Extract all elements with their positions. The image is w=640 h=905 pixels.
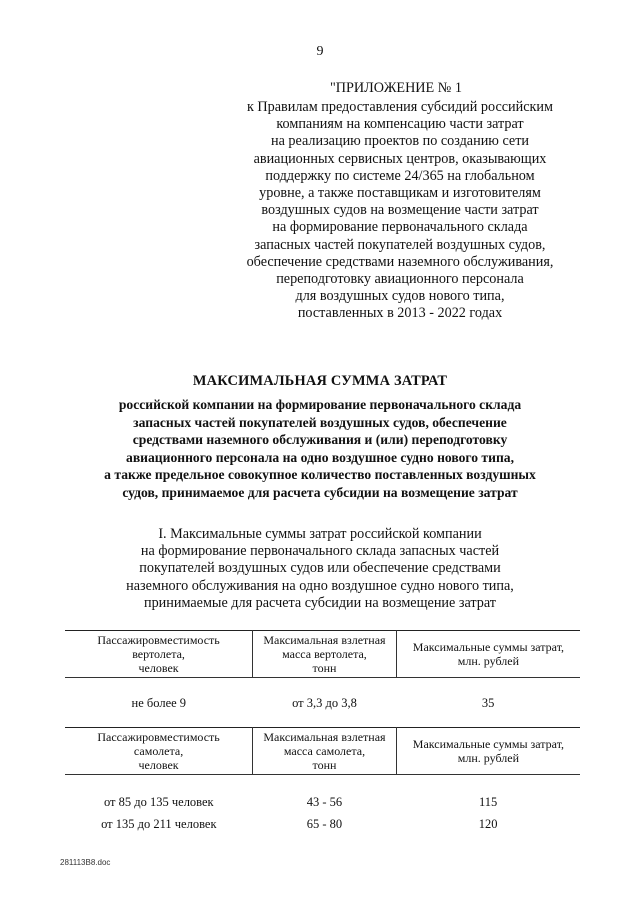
annex-line: на реализацию проектов по созданию сети <box>270 133 529 150</box>
annex-reference <box>200 99 600 323</box>
document-subheading <box>60 396 580 501</box>
annex-line: обеспечение средствами наземного обслуживания, <box>246 253 554 270</box>
page-number: 9 <box>316 44 324 59</box>
table-cell: 115 <box>479 794 498 809</box>
section-title <box>60 526 580 612</box>
table-cell: 65 - 80 <box>306 816 343 831</box>
annex-title: "ПРИЛОЖЕНИЕ № 1 <box>330 80 462 96</box>
column-header-takeoff-mass: Максимальная взлетная масса самолета, тонн <box>253 728 397 775</box>
annex-line: компаниям на компенсацию части затрат <box>276 116 524 133</box>
column-header-capacity: Пассажировместимость самолета, человек <box>97 730 220 772</box>
annex-line: запасных частей покупателей воздушных судов, <box>254 236 546 253</box>
annex-line: уровне, а также поставщикам и изготовителям <box>259 185 541 202</box>
annex-line: к Правилам предоставления субсидий российским <box>246 99 553 115</box>
footer-file-code: 281113B8.doc <box>60 858 111 867</box>
annex-line: поставленных в 2013 - 2022 годах <box>297 305 503 322</box>
annex-line: на формирование первоначального склада <box>272 219 528 236</box>
section-title-line: I. Максимальные суммы затрат российской компании <box>158 526 482 542</box>
subheading-line: российской компании на формирование первоначального склада <box>118 397 522 412</box>
annex-line: переподготовку авиационного персонала <box>276 271 524 288</box>
section-title-line: покупателей воздушных судов или обеспечение средствами <box>139 560 501 577</box>
table-cell: 120 <box>478 816 498 831</box>
table-row <box>65 692 580 714</box>
airplane-table <box>65 727 580 835</box>
table-cell: 43 - 56 <box>306 794 343 809</box>
column-header-takeoff-mass: Максимальная взлетная масса вертолета, тонн <box>253 631 397 678</box>
section-title-line: принимаемые для расчета субсидии на возмещение затрат <box>144 594 496 611</box>
subheading-line: судов, принимаемое для расчета субсидии на возмещение затрат <box>122 484 518 500</box>
subheading-line: запасных частей покупателей воздушных судов, обеспечение <box>133 414 507 430</box>
table-header-row <box>65 631 580 678</box>
table-header-row <box>65 728 580 775</box>
column-header-max-cost: Максимальные суммы затрат, млн. рублей <box>396 728 580 775</box>
table-row <box>65 791 580 813</box>
subheading-line: а также предельное совокупное количество поставленных воздушных <box>104 467 536 482</box>
annex-line: авиационных сервисных центров, оказывающих <box>253 150 547 167</box>
subheading-line: авиационного персонала на одно воздушное судно нового типа, <box>126 449 514 465</box>
table-cell: от 135 до 211 человек <box>101 816 217 831</box>
table-cell: 35 <box>481 695 495 710</box>
table-cell: от 85 до 135 человек <box>103 794 214 809</box>
annex-line: для воздушных судов нового типа, <box>295 288 505 305</box>
document-heading: МАКСИМАЛЬНАЯ СУММА ЗАТРАТ <box>192 373 448 389</box>
section-title-line: наземного обслуживания на одно воздушное судно нового типа, <box>126 577 514 594</box>
table-cell: не более 9 <box>131 695 187 710</box>
section-title-line: на формирование первоначального склада запасных частей <box>140 543 500 560</box>
annex-line: поддержку по системе 24/365 на глобальном <box>265 167 535 184</box>
column-header-capacity: Пассажировместимость вертолета, человек <box>97 633 220 675</box>
table-cell: от 3,3 до 3,8 <box>292 695 357 710</box>
column-header-max-cost: Максимальные суммы затрат, млн. рублей <box>396 631 580 678</box>
helicopter-table <box>65 630 580 714</box>
subheading-line: средствами наземного обслуживания и (или) переподготовку <box>132 432 508 447</box>
table-row <box>65 813 580 835</box>
annex-line: воздушных судов на возмещение части затрат <box>261 202 539 219</box>
